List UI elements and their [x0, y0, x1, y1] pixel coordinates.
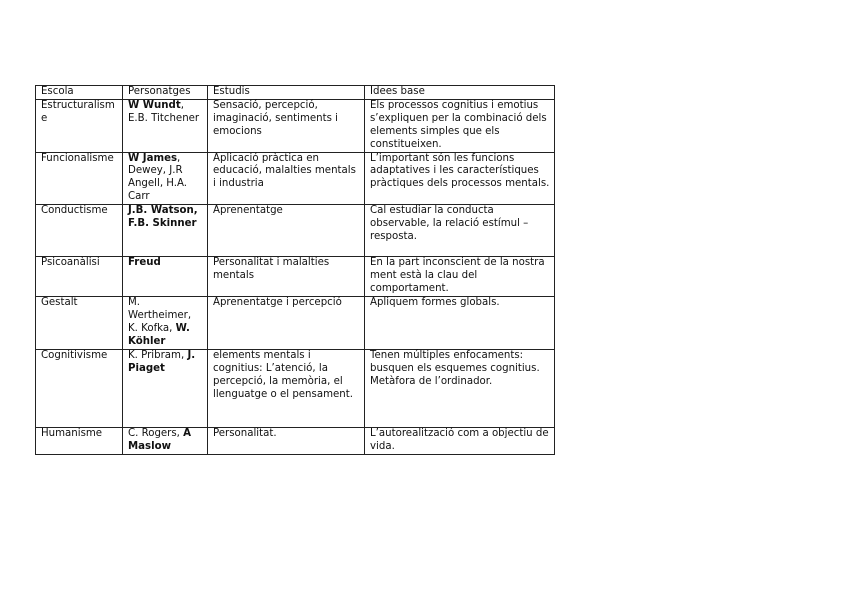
escola-cell: Cognitivisme	[36, 349, 123, 427]
other-figures: , E.B. Titchener	[128, 99, 200, 124]
idees-cell: Els processos cognitius i emotius s’expliquen per la combinació dels elements simples que els constitueixen.	[365, 99, 555, 152]
table-row	[36, 297, 555, 350]
estudis-cell: Personalitat.	[208, 427, 365, 454]
other-figures: K. Pribram,	[128, 349, 185, 361]
other-figures: C. Rogers,	[128, 427, 180, 439]
idees-cell: En la part inconscient de la nostra ment està la clau del comportament.	[365, 257, 555, 297]
estudis-cell: elements mentals i cognitius: L’atenció, la percepció, la memòria, el llenguatge o el pensament.	[208, 349, 365, 427]
key-figure: J. Piaget	[128, 349, 196, 374]
idees-cell: L’important són les funcions adaptatives i les característiques pràctiques dels processos mentals.	[365, 152, 555, 205]
header-personatges: Personatges	[123, 86, 208, 100]
key-figure: W. Köhler	[128, 322, 190, 347]
header-escola: Escola	[36, 86, 123, 100]
header-estudis: Estudis	[208, 86, 365, 100]
table-row	[36, 99, 555, 152]
estudis-cell: Aplicació pràctica en educació, malalties mentals i industria	[208, 152, 365, 205]
idees-cell: Tenen múltiples enfocaments: busquen els esquemes cognitius. Metàfora de l’ordinador.	[365, 349, 555, 427]
header-idees-base: Idees base	[365, 86, 555, 100]
escola-cell: Psicoanàlisi	[36, 257, 123, 297]
escola-cell: Humanisme	[36, 427, 123, 454]
personatges-cell	[123, 427, 208, 454]
idees-cell: Apliquem formes globals.	[365, 297, 555, 350]
table-row	[36, 205, 555, 257]
escola-cell: Gestalt	[36, 297, 123, 350]
estudis-cell: Personalitat i malalties mentals	[208, 257, 365, 297]
escola-cell: Estructuralisme	[36, 99, 123, 152]
escola-cell: Funcionalisme	[36, 152, 123, 205]
personatges-cell	[123, 205, 208, 257]
escola-cell: Conductisme	[36, 205, 123, 257]
key-figure: W Wundt	[128, 99, 181, 111]
key-figure: Freud	[128, 257, 161, 269]
personatges-cell	[123, 257, 208, 297]
table-row	[36, 257, 555, 297]
table-header-row	[36, 86, 555, 100]
table-row	[36, 349, 555, 427]
estudis-cell: Aprenentatge	[208, 205, 365, 257]
other-figures: M. Wertheimer, K. Kofka,	[128, 297, 192, 334]
idees-cell: Cal estudiar la conducta observable, la relació estímul – resposta.	[365, 205, 555, 257]
table-row	[36, 152, 555, 205]
psychology-schools-table	[35, 85, 555, 455]
personatges-cell	[123, 349, 208, 427]
idees-cell: L’autorealització com a objectiu de vida.	[365, 427, 555, 454]
personatges-cell	[123, 99, 208, 152]
estudis-cell: Sensació, percepció, imaginació, sentiments i emocions	[208, 99, 365, 152]
key-figure: J.B. Watson, F.B. Skinner	[128, 205, 198, 230]
key-figure: A Maslow	[128, 427, 192, 452]
key-figure: W James	[128, 152, 178, 164]
table-row	[36, 427, 555, 454]
other-figures: , Dewey, J.R Angell, H.A. Carr	[128, 152, 188, 203]
personatges-cell	[123, 297, 208, 350]
estudis-cell: Aprenentatge i percepció	[208, 297, 365, 350]
personatges-cell	[123, 152, 208, 205]
